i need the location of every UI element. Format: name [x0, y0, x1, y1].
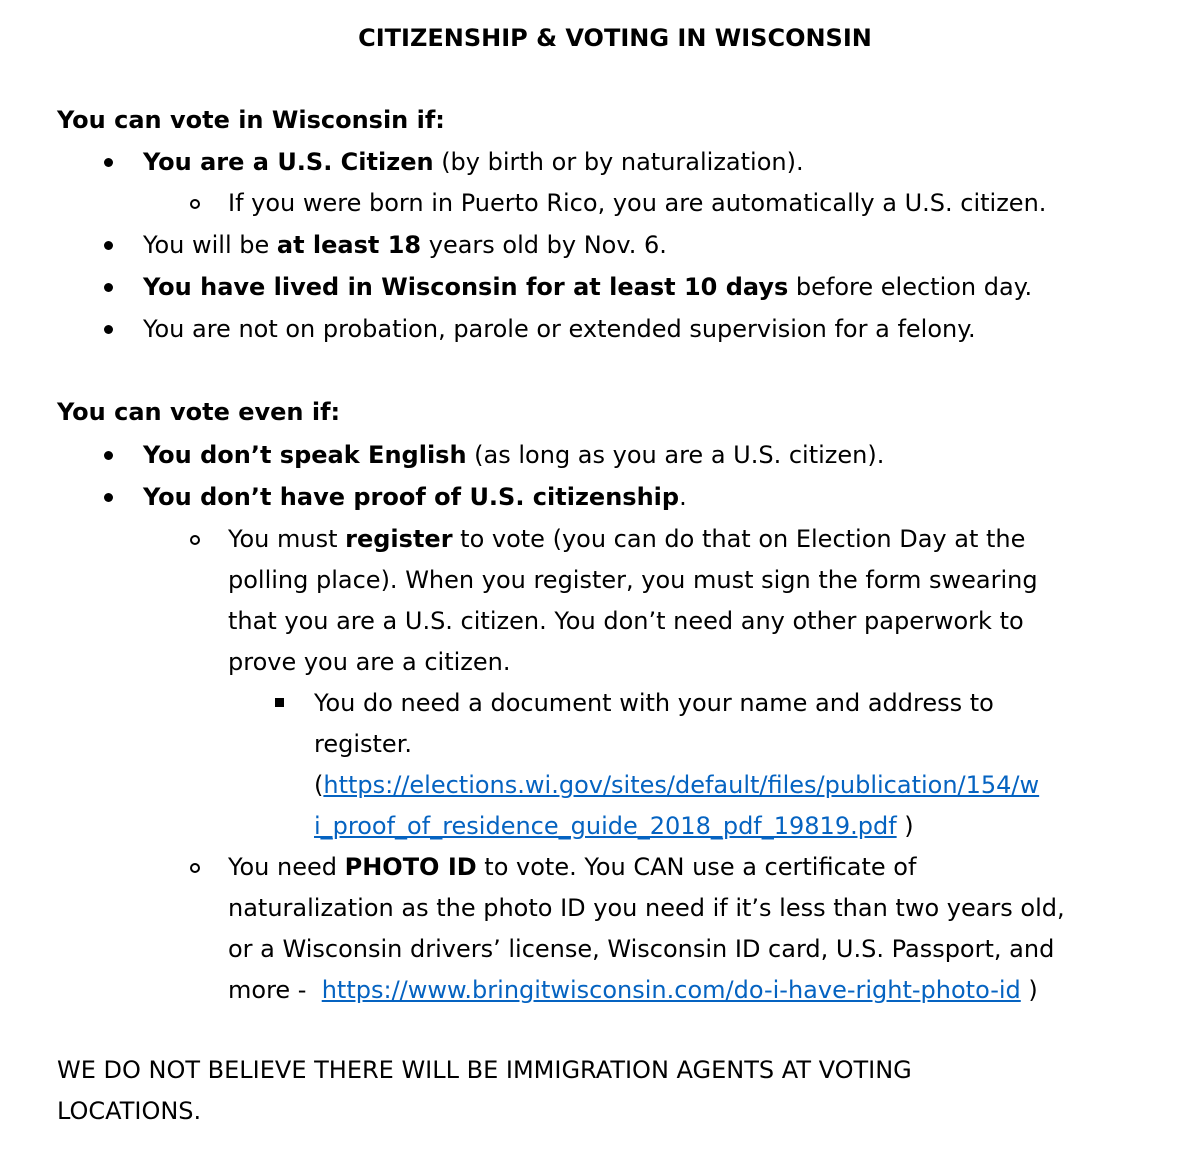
- sub-item-register-line2: polling place). When you register, you must sign the form swearing: [228, 566, 1038, 594]
- bullet-icon: [104, 283, 113, 292]
- square-bullet-icon: [275, 698, 284, 707]
- doc-item-line1: You do need a document with your name and address to: [314, 689, 994, 717]
- photo-id-link[interactable]: https://www.bringitwisconsin.com/do-i-have-right-photo-id: [321, 976, 1021, 1004]
- residence-guide-link-cont[interactable]: i_proof_of_residence_guide_2018_pdf_19819.pdf: [314, 812, 897, 840]
- circle-bullet-icon: [190, 199, 200, 209]
- list-item-proof: You don’t have proof of U.S. citizenship.: [143, 483, 687, 511]
- section-heading-even-if: You can vote even if:: [57, 398, 341, 426]
- list-item-probation: You are not on probation, parole or extended supervision for a felony.: [143, 315, 976, 343]
- doc-item-line2: register.: [314, 730, 412, 758]
- bullet-icon: [104, 325, 113, 334]
- page-title: CITIZENSHIP & VOTING IN WISCONSIN: [358, 24, 872, 52]
- list-item-age: You will be at least 18 years old by Nov. 6.: [143, 231, 667, 259]
- residence-guide-link[interactable]: https://elections.wi.gov/sites/default/files/publication/154/w: [323, 771, 1040, 799]
- doc-item-url-line2: i_proof_of_residence_guide_2018_pdf_19819.pdf ): [314, 812, 914, 840]
- footer-note-line1: WE DO NOT BELIEVE THERE WILL BE IMMIGRATION AGENTS AT VOTING: [57, 1056, 912, 1084]
- doc-item-url-line1: (https://elections.wi.gov/sites/default/files/publication/154/w: [314, 771, 1040, 799]
- sub-item-register-line4: prove you are a citizen.: [228, 648, 511, 676]
- bullet-icon: [104, 493, 113, 502]
- sub-item-puerto-rico: If you were born in Puerto Rico, you are automatically a U.S. citizen.: [228, 189, 1047, 217]
- sub-item-register-line1: You must register to vote (you can do that on Election Day at the: [228, 525, 1026, 553]
- sub-item-photo-line3: or a Wisconsin drivers’ license, Wisconsin ID card, U.S. Passport, and: [228, 935, 1055, 963]
- footer-note-line2: LOCATIONS.: [57, 1097, 202, 1125]
- sub-item-photo-line1: You need PHOTO ID to vote. You CAN use a certificate of: [228, 853, 917, 881]
- bullet-icon: [104, 241, 113, 250]
- sub-item-photo-line4: more - https://www.bringitwisconsin.com/do-i-have-right-photo-id ): [228, 976, 1038, 1004]
- list-item-residency: You have lived in Wisconsin for at least 10 days before election day.: [143, 273, 1033, 301]
- section-heading-eligibility: You can vote in Wisconsin if:: [57, 106, 445, 134]
- sub-item-register-line3: that you are a U.S. citizen. You don’t need any other paperwork to: [228, 607, 1024, 635]
- bullet-icon: [104, 158, 113, 167]
- circle-bullet-icon: [190, 535, 200, 545]
- list-item-citizen: You are a U.S. Citizen (by birth or by naturalization).: [143, 148, 804, 176]
- bullet-icon: [104, 451, 113, 460]
- list-item-english: You don’t speak English (as long as you are a U.S. citizen).: [143, 441, 885, 469]
- sub-item-photo-line2: naturalization as the photo ID you need if it’s less than two years old,: [228, 894, 1065, 922]
- circle-bullet-icon: [190, 863, 200, 873]
